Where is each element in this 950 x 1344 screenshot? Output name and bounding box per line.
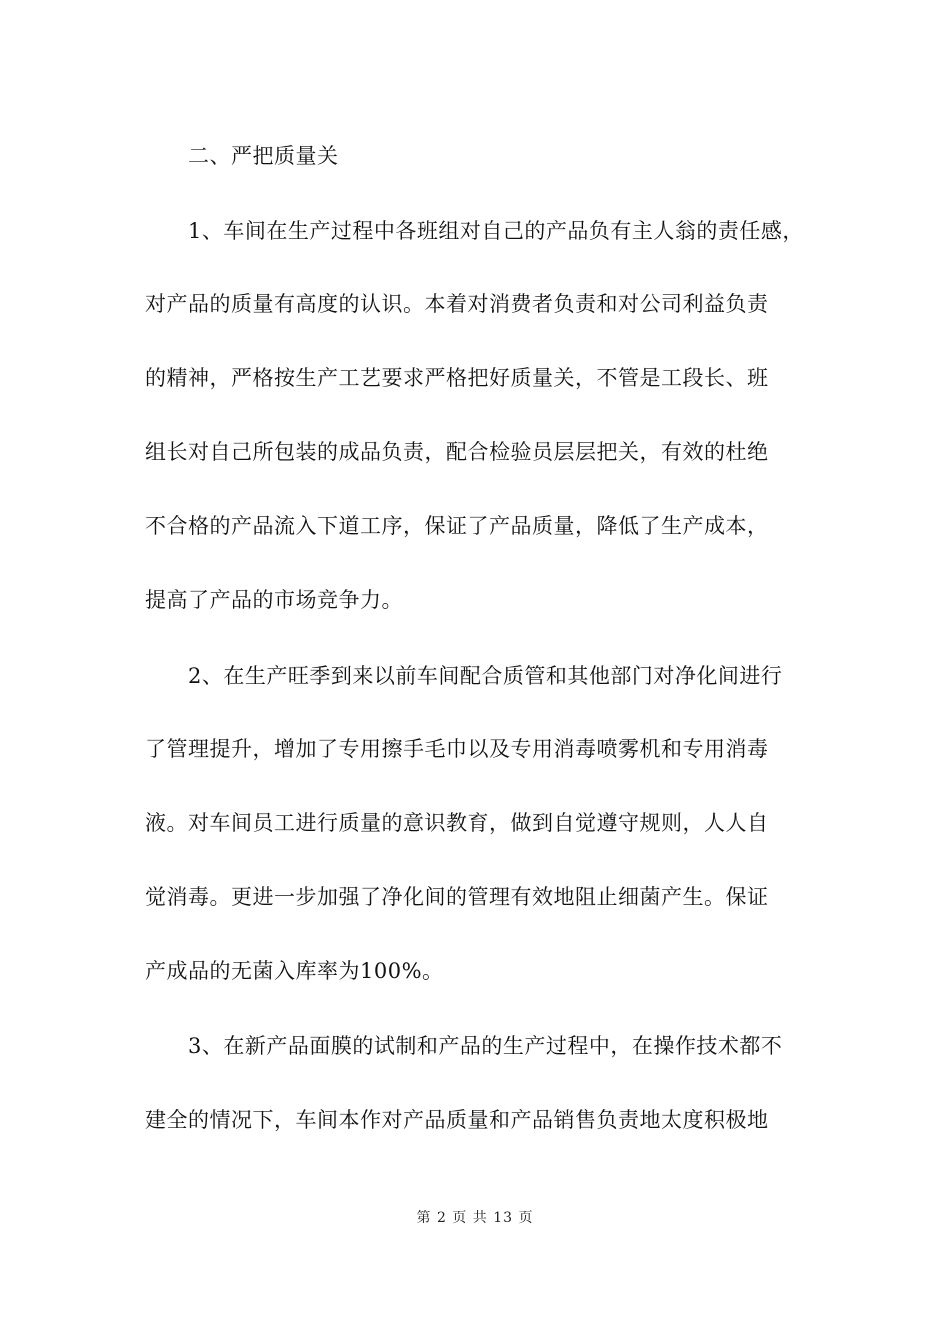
paragraph-line: 组长对自己所包装的成品负责，配合检验员层层把关，有效的杜绝 — [145, 440, 769, 464]
paragraph-line: 建全的情况下，车间本作对产品质量和产品销售负责地太度积极地 — [145, 1108, 769, 1132]
paragraph-line: 了管理提升，增加了专用擦手毛巾以及专用消毒喷雾机和专用消毒 — [145, 737, 769, 761]
paragraph-line: 不合格的产品流入下道工序，保证了产品质量，降低了生产成本， — [145, 514, 769, 538]
paragraph-line: 2、在生产旺季到来以前车间配合质管和其他部门对净化间进行 — [188, 664, 783, 688]
paragraph-line: 1、车间在生产过程中各班组对自己的产品负有主人翁的责任感， — [188, 219, 804, 243]
paragraph-line: 3、在新产品面膜的试制和产品的生产过程中，在操作技术都不 — [188, 1034, 783, 1058]
paragraph-line: 产成品的无菌入库率为100%。 — [145, 959, 444, 983]
page-number-footer: 第 2 页 共 13 页 — [416, 1210, 534, 1226]
section-heading: 二、严把质量关 — [188, 144, 339, 168]
paragraph-line: 提高了产品的市场竞争力。 — [145, 588, 403, 612]
paragraph-line: 液。对车间员工进行质量的意识教育，做到自觉遵守规则，人人自 — [145, 811, 769, 835]
paragraph-line: 的精神，严格按生产工艺要求严格把好质量关，不管是工段长、班 — [145, 366, 769, 390]
paragraph-line: 觉消毒。更进一步加强了净化间的管理有效地阻止细菌产生。保证 — [145, 885, 769, 909]
paragraph-line: 对产品的质量有高度的认识。本着对消费者负责和对公司利益负责 — [145, 292, 769, 316]
